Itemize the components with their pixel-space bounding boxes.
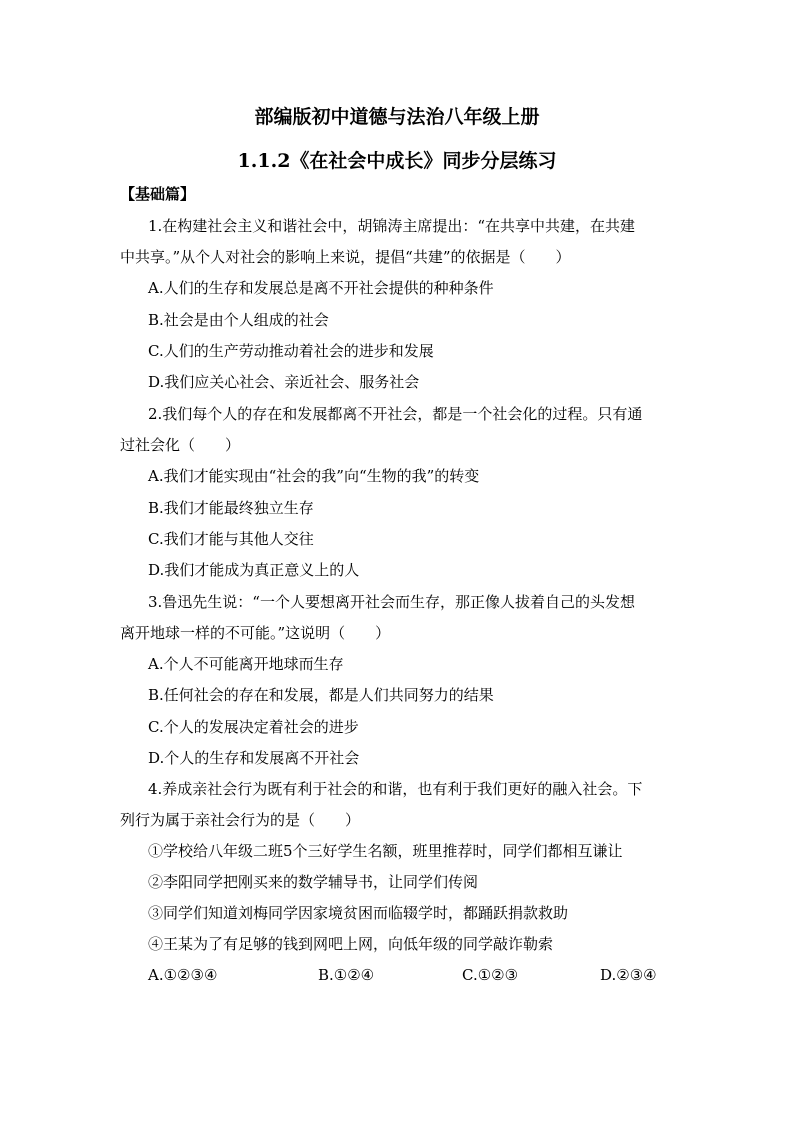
question-3-option-c: C.个人的发展决定着社会的进步: [148, 718, 359, 736]
question-1-stem-line-1: 1.在构建社会主义和谐社会中，胡锦涛主席提出：“在共享中共建，在共建: [148, 217, 635, 235]
question-3-stem-line-2: 离开地球一样的不可能。”这说明（ ）: [120, 624, 391, 642]
question-1-stem-line-2: 中共享。”从个人对社会的影响上来说，提倡“共建”的依据是（ ）: [120, 248, 571, 266]
question-2-option-b: B.我们才能最终独立生存: [148, 499, 314, 517]
question-2-stem-line-2: 过社会化（ ）: [120, 436, 241, 454]
question-4-item-3: ③同学们知道刘梅同学因家境贫困而临辍学时，都踊跃捐款救助: [148, 904, 569, 922]
question-1-option-d: D.我们应关心社会、亲近社会、服务社会: [148, 373, 420, 391]
question-4-option-d: D.②③④: [600, 966, 657, 984]
question-4-item-2: ②李阳同学把刚买来的数学辅导书，让同学们传阅: [148, 873, 479, 891]
question-1-option-b: B.社会是由个人组成的社会: [148, 311, 329, 329]
question-3-stem-line-1: 3.鲁迅先生说：“一个人要想离开社会而生存，那正像人拔着自己的头发想: [148, 593, 635, 611]
question-3-option-b: B.任何社会的存在和发展，都是人们共同努力的结果: [148, 686, 494, 704]
question-4-stem-line-2: 列行为属于亲社会行为的是（ ）: [120, 811, 361, 829]
question-2-option-c: C.我们才能与其他人交往: [148, 530, 314, 548]
question-3-option-d: D.个人的生存和发展离不开社会: [148, 749, 360, 767]
question-1-option-c: C.人们的生产劳动推动着社会的进步和发展: [148, 342, 434, 360]
question-2-option-d: D.我们才能成为真正意义上的人: [148, 561, 360, 579]
question-2-stem-line-1: 2.我们每个人的存在和发展都离不开社会，都是一个社会化的过程。只有通: [148, 405, 643, 423]
question-1-option-a: A.人们的生存和发展总是离不开社会提供的种种条件: [148, 279, 494, 297]
question-4-stem-line-1: 4.养成亲社会行为既有利于社会的和谐，也有利于我们更好的融入社会。下: [148, 780, 643, 798]
question-4-option-a: A.①②③④: [148, 966, 218, 984]
question-4-option-c: C.①②③: [462, 966, 519, 984]
question-4-option-b: B.①②④: [318, 966, 375, 984]
question-3-option-a: A.个人不可能离开地球而生存: [148, 655, 344, 673]
section-heading: 【基础篇】: [120, 185, 196, 203]
question-2-option-a: A.我们才能实现由“社会的我”向“生物的我”的转变: [148, 467, 480, 485]
question-4-item-1: ①学校给八年级二班5个三好学生名额，班里推荐时，同学们都相互谦让: [148, 842, 623, 860]
question-4-item-4: ④王某为了有足够的钱到网吧上网，向低年级的同学敲诈勒索: [148, 935, 554, 953]
document-subtitle: 1.1.2《在社会中成长》同步分层练习: [237, 150, 557, 172]
document-title: 部编版初中道德与法治八年级上册: [254, 106, 540, 128]
